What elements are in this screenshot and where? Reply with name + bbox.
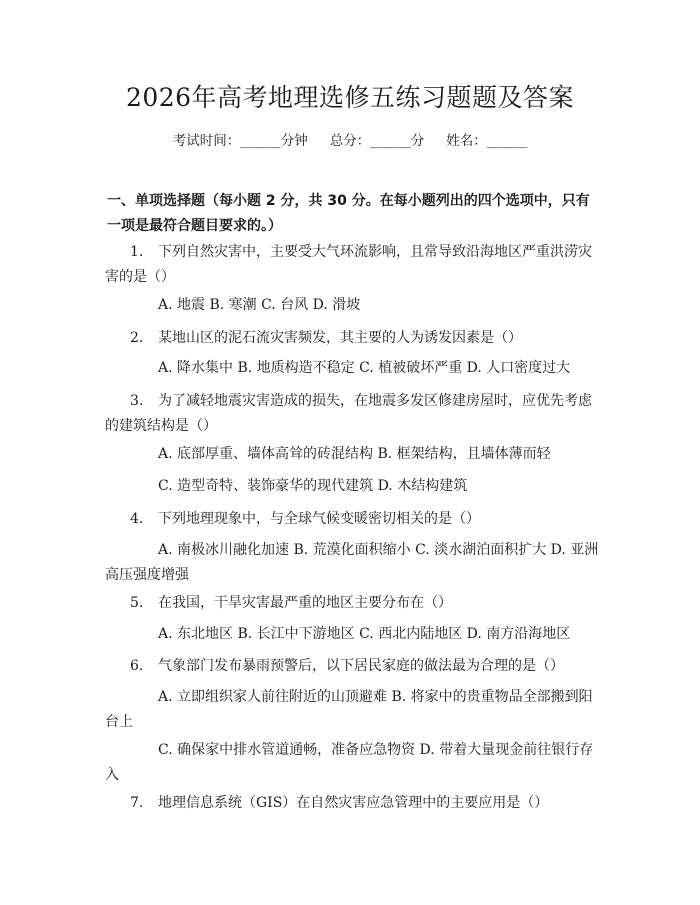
exam-time-field: 考试时间：______分钟: [172, 133, 308, 149]
question-5: [105, 591, 600, 616]
question-5-options-line-1: A. 东北地区 B. 长江中下游地区 C. 西北内陆地区 D. 南方沿海地区: [158, 626, 571, 642]
question-text: 在我国，干旱灾害最严重的地区主要分布在（）: [158, 595, 452, 611]
exam-meta: [0, 131, 700, 151]
question-7: [105, 791, 600, 816]
question-4: [105, 507, 600, 532]
question-number: 7.: [130, 795, 144, 811]
question-text: 地理信息系统（GIS）在自然灾害应急管理中的主要应用是（）: [158, 795, 549, 811]
question-text: 某地山区的泥石流灾害频发，其主要的人为诱发因素是（）: [158, 330, 522, 346]
question-number: 2.: [130, 330, 144, 346]
question-1-options-line-1: A. 地震 B. 寒潮 C. 台风 D. 滑坡: [158, 297, 361, 313]
question-3-options-line-1: A. 底部厚重、墙体高耸的砖混结构 B. 框架结构，且墙体薄而轻: [158, 446, 551, 462]
question-3: [105, 389, 600, 439]
question-1: [105, 240, 600, 290]
question-number: 4.: [130, 511, 144, 527]
question-3-options-line-2: C. 造型奇特、装饰豪华的现代建筑 D. 木结构建筑: [158, 478, 468, 494]
question-6: [105, 654, 600, 679]
question-text: 为了减轻地震灾害造成的损失，在地震多发区修建房屋时，应优先考虑的建筑结构是（）: [105, 393, 592, 434]
question-number: 3.: [130, 393, 144, 409]
question-2: [105, 326, 600, 351]
student-name-field: 姓名：______: [446, 133, 528, 149]
section-heading: 一、单项选择题（每小题 2 分，共 30 分。在每小题列出的四个选项中，只有一项是最符合题目要求的。）: [107, 193, 590, 234]
question-2-options-line-1: A. 降水集中 B. 地质构造不稳定 C. 植被破坏严重 D. 人口密度过大: [158, 360, 571, 376]
question-text: 下列地理现象中，与全球气候变暖密切相关的是（）: [158, 511, 480, 527]
page-title: 2026年高考地理选修五练习题题及答案: [125, 83, 575, 112]
question-text: 下列自然灾害中，主要受大气环流影响，且常导致沿海地区严重洪涝灾害的是（）: [105, 244, 592, 285]
question-number: 6.: [130, 658, 144, 674]
question-4-options-line-1: A. 南极冰川融化加速 B. 荒漠化面积缩小 C. 淡水湖泊面积扩大 D. 亚洲高压强度增强: [105, 542, 599, 583]
question-number: 5.: [130, 595, 144, 611]
question-6-options-line-2: C. 确保家中排水管道通畅，准备应急物资 D. 带着大量现金前往银行存入: [105, 742, 594, 783]
question-text: 气象部门发布暴雨预警后，以下居民家庭的做法最为合理的是（）: [158, 658, 564, 674]
total-score-field: 总分：______分: [329, 133, 425, 149]
question-number: 1.: [130, 244, 144, 260]
question-6-options-line-1: A. 立即组织家人前往附近的山顶避难 B. 将家中的贵重物品全部搬到阳台上: [105, 689, 593, 730]
